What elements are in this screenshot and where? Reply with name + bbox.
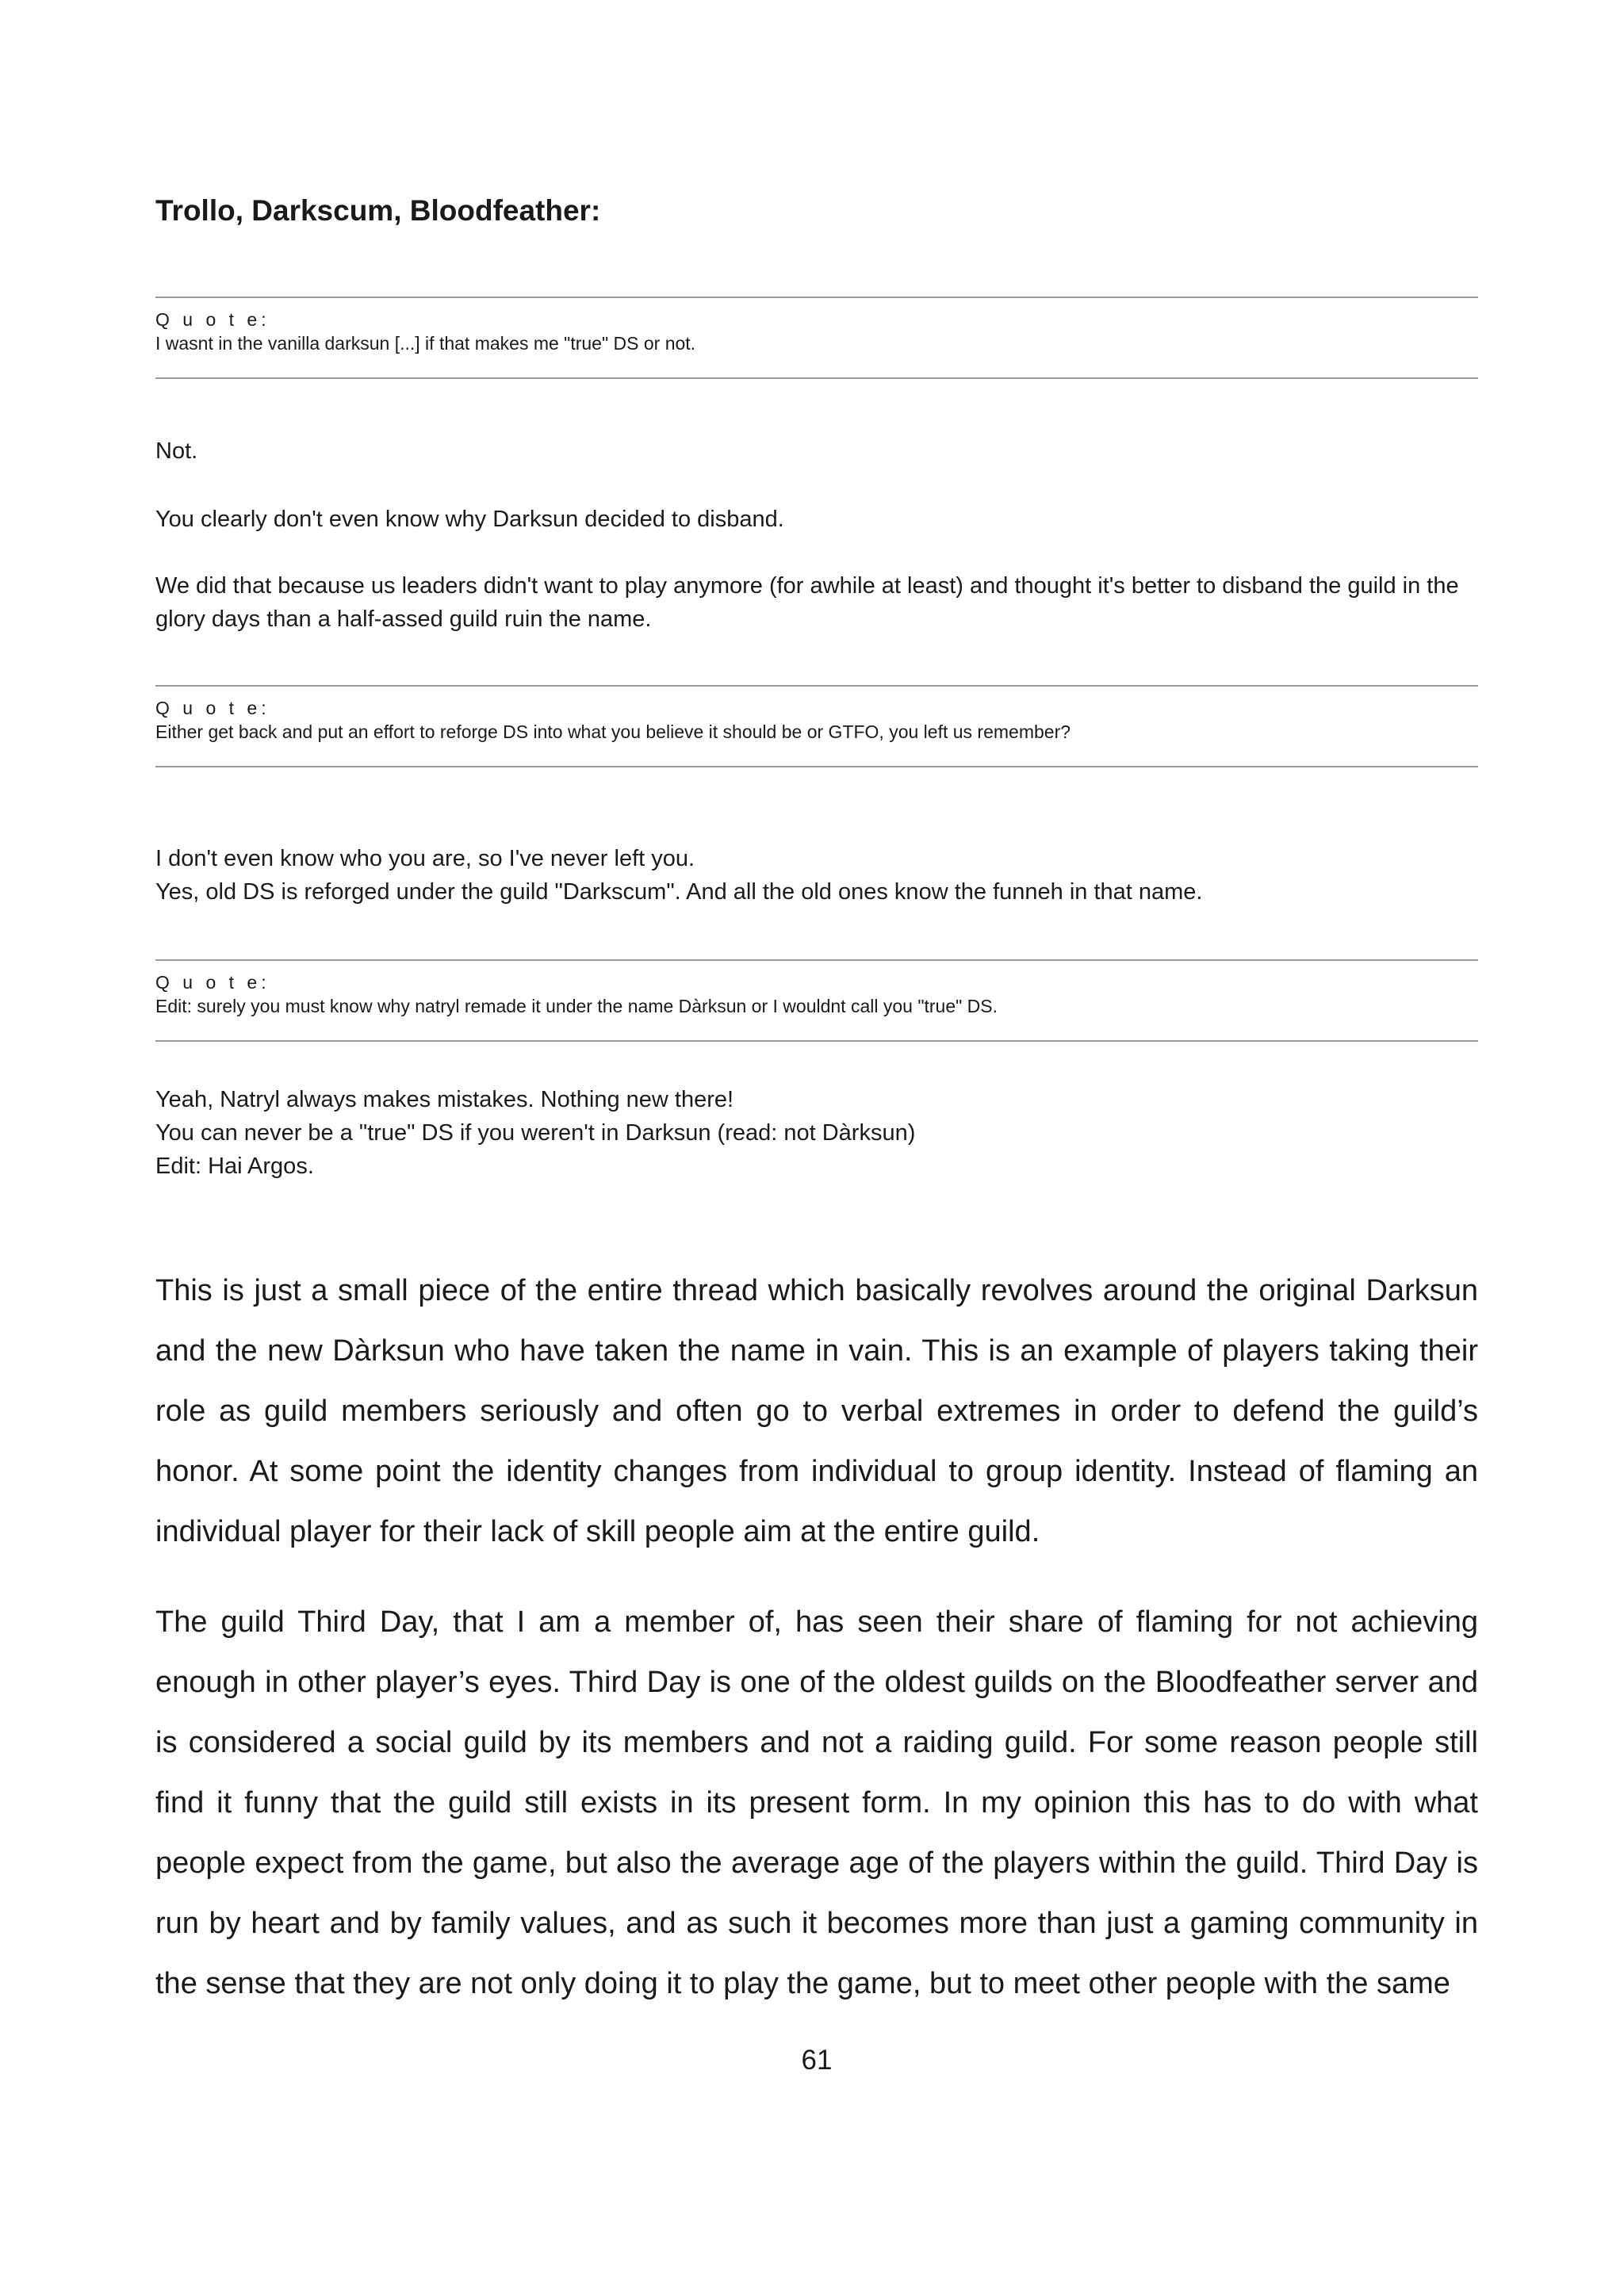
reply-line: Edit: Hai Argos. [155, 1154, 314, 1179]
quote-text: I wasnt in the vanilla darksun [...] if that makes me "true" DS or not. [155, 333, 696, 354]
reply-line: Yes, old DS is reforged under the guild "Darkscum". And all the old ones know the funneh in that name. [155, 879, 1203, 905]
reply-line: I don't even know who you are, so I've never left you. [155, 846, 695, 871]
reply-line: You can never be a "true" DS if you weren't in Darksun (read: not Dàrksun) [155, 1120, 916, 1146]
quote-text: Edit: surely you must know why natryl remade it under the name Dàrksun or I wouldnt call you "true" DS. [155, 996, 998, 1016]
post-author-heading: Trollo, Darkscum, Bloodfeather: [155, 194, 601, 227]
reply-line: Yeah, Natryl always makes mistakes. Nothing new there! [155, 1087, 734, 1112]
reply-line: Not. [155, 438, 198, 464]
quote-box-1 [155, 297, 1478, 379]
quote-label: Q u o t e: [155, 698, 270, 718]
reply-paragraph: We did that because us leaders didn't want to play anymore (for awhile at least) and thought it's better to disband the guild in the glory days than a half-assed guild ruin the name. [155, 573, 1459, 632]
reply-line: You clearly don't even know why Darksun decided to disband. [155, 507, 784, 532]
body-paragraph-2: The guild Third Day, that I am a member of, has seen their share of flaming for not achieving enough in other player’s eyes. Third Day is one of the oldest guilds on the Bloodfeather server and is considered a social guild by its members and not a raiding guild. For some reason people still find it funny that the guild still exists in its present form. In my opinion this has to do with what people expect from the game, but also the average age of the players within the guild. Third Day is run by heart and by family values, and as such it becomes more than just a gaming community in the sense that they are not only doing it to play the game, but to meet other people with the same [155, 1605, 1478, 2000]
document-page [155, 0, 1478, 2296]
body-paragraph-1: This is just a small piece of the entire thread which basically revolves around the original Darksun and the new Dàrksun who have taken the name in vain. This is an example of players taking their role as guild members seriously and often go to verbal extremes in order to defend the guild’s honor. At some point the identity changes from individual to group identity. Instead of flaming an individual player for their lack of skill people aim at the entire guild. [155, 1274, 1478, 1548]
page-number: 61 [801, 2045, 833, 2076]
quote-label: Q u o t e: [155, 972, 270, 993]
quote-text: Either get back and put an effort to reforge DS into what you believe it should be or GTFO, you left us remember? [155, 721, 1071, 742]
quote-label: Q u o t e: [155, 309, 270, 330]
quote-box-3 [155, 959, 1478, 1042]
quote-box-2 [155, 685, 1478, 767]
